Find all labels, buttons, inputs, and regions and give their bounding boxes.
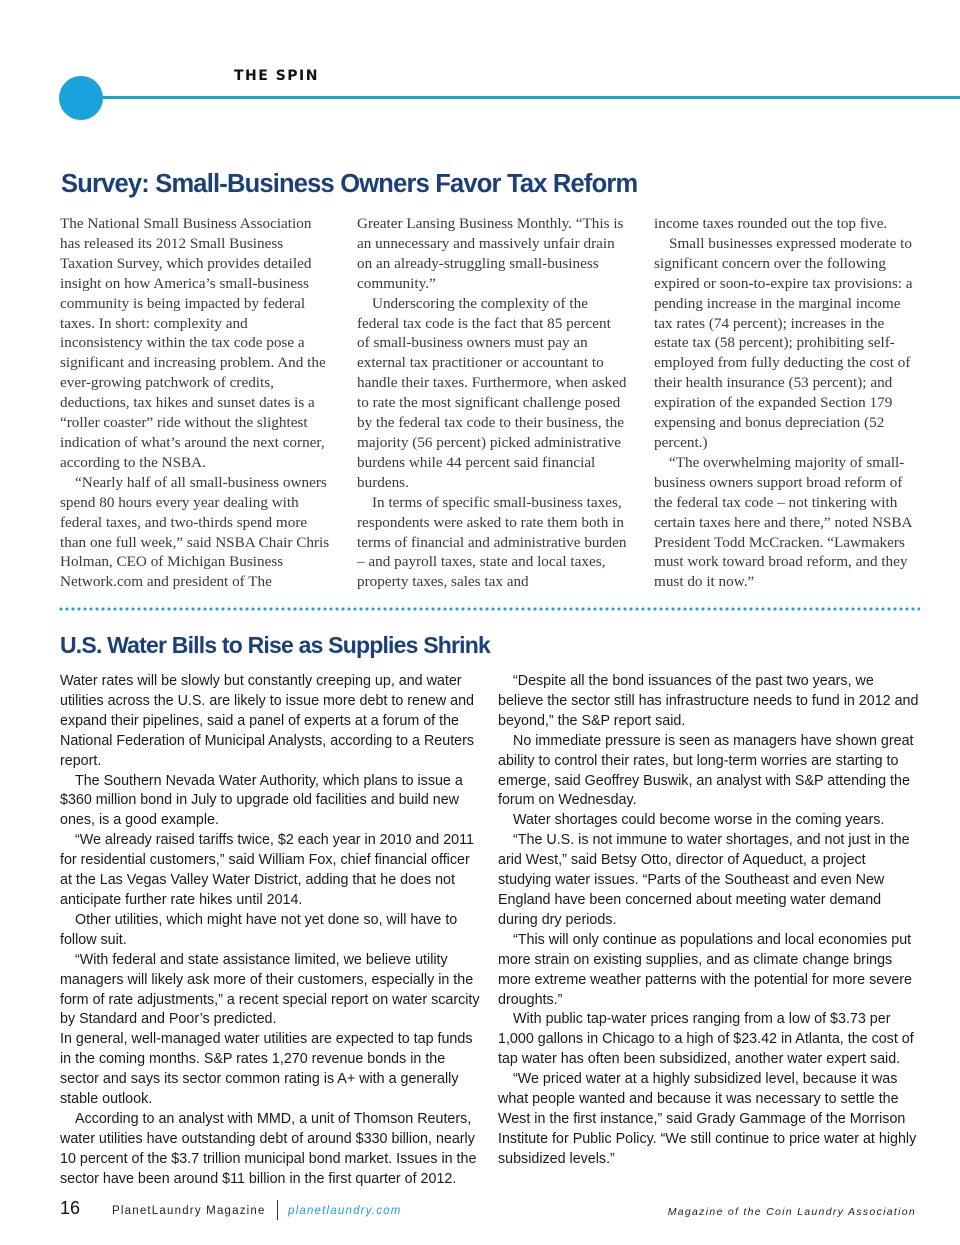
footer-tagline: Magazine of the Coin Laundry Association [667,1206,916,1218]
article2-column-1 [60,672,480,1190]
paragraph: “This will only continue as populations and local economies put more strain on existing supplies, and as climate change brings more extreme weather patterns with the potential for more severe droughts.” [498,931,913,1008]
dotted-divider [58,607,920,611]
paragraph: Other utilities, which might have not yet done so, will have to follow suit. [60,911,458,948]
article1-column-1 [60,214,330,592]
article1-column-3 [654,214,922,592]
paragraph: “The overwhelming majority of small-business owners support broad reform of the federal tax code – not tinkering with certain taxes here and there,” noted NSBA President Todd McCracken. “Lawmakers must work toward broad reform, and they must do it now.” [654,453,912,591]
paragraph: In general, well-managed water utilities are expected to tap funds in the coming months. S&P rates 1,270 revenue bonds in the sector and says its sector common rating is A+ with a generally stable outlook. [60,1031,473,1108]
paragraph: “With federal and state assistance limited, we believe utility managers will likely ask more of their customers, especially in the form of rate adjustments,” a recent special report on water scarcity by Standard and Poor’s predicted. [60,951,480,1028]
page-number: 16 [60,1198,81,1218]
paragraph: With public tap-water prices ranging from a low of $3.73 per 1,000 gallons in Chicago to a high of $23.42 in Atlanta, the cost of tap water has often been subsidized, another water expert said. [498,1011,914,1068]
article1-title: Survey: Small-Business Owners Favor Tax Reform [61,170,638,198]
paragraph: “Despite all the bond issuances of the past two years, we believe the sector still has infrastructure needs to fund in 2012 and beyond,” the S&P report said. [498,673,919,729]
paragraph: In terms of specific small-business taxes, respondents were asked to rate them both in terms of financial and administrative burden – and payroll taxes, state and local taxes, property taxes, sales tax and [357,493,627,591]
paragraph: Water shortages could become worse in the coming years. [513,812,885,829]
paragraph: Underscoring the complexity of the federal tax code is the fact that 85 percent of small-business owners must pay an external tax practitioner or accountant to handle their taxes. Furthermore, when asked to rate the most significant challenge posed by the federal tax code to their business, the majority (56 percent) picked administrative burdens while 44 percent said financial burdens. [357,294,627,491]
paragraph: No immediate pressure is seen as managers have shown great ability to control their rates, but long-term worries are starting to emerge, said Geoffrey Buswik, an analyst with S&P attending the forum on Wednesday. [498,732,914,809]
paragraph: “We already raised tariffs twice, $2 each year in 2010 and 2011 for residential customers,” said William Fox, chief financial officer at the Las Vegas Valley Water District, adding that he does not anticipate further rate hikes until 2014. [60,832,474,908]
paragraph: Greater Lansing Business Monthly. “This is an unnecessary and massively unfair drain on an already-struggling small-business community.” [357,215,624,292]
section-circle-icon [59,76,103,120]
article1-column-2 [357,214,627,592]
paragraph: The Southern Nevada Water Authority, which plans to issue a $360 million bond in July to upgrade old facilities and build new ones, is a good example. [60,772,463,829]
footer-divider [277,1200,278,1220]
paragraph: “The U.S. is not immune to water shortages, and not just in the arid West,” said Betsy Otto, director of Aqueduct, a project studying water issues. “Parts of the Southeast and even New England have been concerned about meeting water demand during dry periods. [498,832,910,928]
header-rule [100,96,960,99]
paragraph: According to an analyst with MMD, a unit of Thomson Reuters, water utilities have outstanding debt of around $330 billion, nearly 10 percent of the $3.7 trillion municipal bond market. Issues in the sector have been around $11 billion in the first quarter of 2012. [60,1110,477,1187]
article2-title: U.S. Water Bills to Rise as Supplies Shrink [60,632,490,658]
magazine-name: PlanetLaundry Magazine [112,1205,266,1217]
paragraph: Water rates will be slowly but constantly creeping up, and water utilities across the U.S. are likely to issue more debt to renew and expand their pipelines, said a panel of experts at a forum of the National Federation of Municipal Analysts, according to a Reuters report. [60,673,475,769]
paragraph: income taxes rounded out the top five. [654,215,888,232]
article2-column-2 [498,672,920,1170]
paragraph: “Nearly half of all small-business owners spend 80 hours every year dealing with federal taxes, and two-thirds spend more than one full week,” said NSBA Chair Chris Holman, CEO of Michigan Business Network.com and president of The [60,473,330,591]
paragraph: The National Small Business Association has released its 2012 Small Business Taxation Survey, which provides detailed insight on how America’s small-business community is being impacted by federal taxes. In short: complexity and inconsistency within the tax code pose a significant and increasing problem. And the ever-growing patchwork of credits, deductions, tax hikes and sunset dates is a “roller coaster” ride without the slightest indication of what’s around the next corner, according to the NSBA. [60,215,326,471]
section-label: THE SPIN [234,68,319,84]
paragraph: “We priced water at a highly subsidized level, because it was what people wanted and because it was necessary to settle the West in the first instance,” said Grady Gammage of the Morrison Institute for Public Policy. “We still continue to price water at highly subsidized levels.” [498,1071,917,1167]
paragraph: Small businesses expressed moderate to significant concern over the following expired or soon-to-expire tax provisions: a pending increase in the marginal income tax rates (74 percent); increases in the estate tax (58 percent); prohibiting self-employed from fully deducting the cost of their health insurance (53 percent); and expiration of the expanded Section 179 expensing and bonus depreciation (52 percent.) [654,234,913,451]
website-link[interactable]: planetlaundry.com [288,1205,402,1217]
